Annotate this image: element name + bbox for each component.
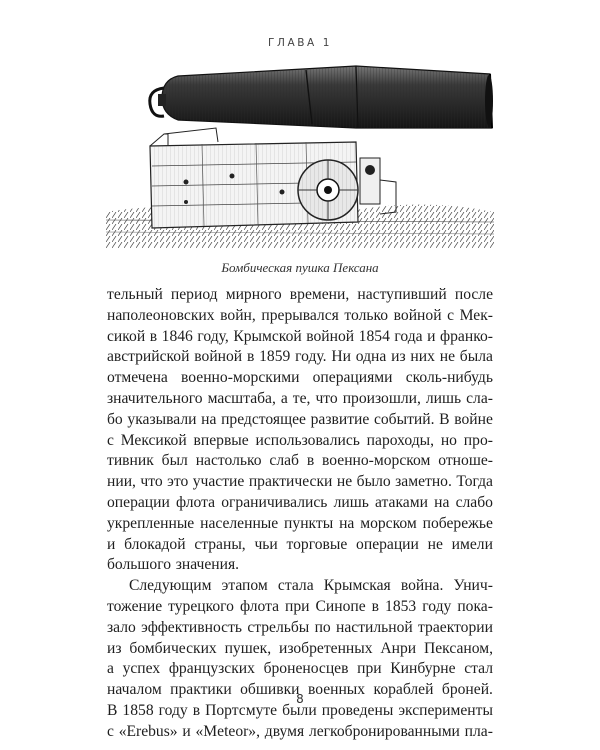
text-line: а успех французских броненосцев при Кинбурне стал <box>107 660 493 678</box>
text-line: большого значения. <box>107 556 240 574</box>
text-line: зало эффективность стрельбы по настильной траектории <box>107 618 493 636</box>
elevating-wheel <box>298 160 358 220</box>
text-line: и блокадой страны, чьи торговые операции не имели <box>107 535 493 553</box>
paragraph <box>107 285 493 576</box>
pulley-bracket <box>360 158 396 214</box>
text-line: отмечена военно-морскими операциями сколь-нибудь <box>107 369 493 387</box>
text-line: с Мексикой впервые использовались пароходы, но про- <box>107 431 493 449</box>
running-head: ГЛАВА 1 <box>267 37 333 49</box>
text-line: В 1858 году в Портсмуте были проведены эксперименты <box>107 701 493 719</box>
text-line: нии, что это участие практически не было заметно. Тогда <box>107 473 493 491</box>
body-text <box>107 285 493 743</box>
barrel <box>150 66 493 128</box>
paragraph <box>107 576 493 742</box>
text-line: операции флота ограничивались лишь атаками на слабо <box>107 493 493 511</box>
text-line: сикой в 1846 году, Крымской войной 1854 года и франко- <box>107 327 493 345</box>
text-line: наполеоновских войн, прерывался только войной с Мек- <box>107 306 493 324</box>
text-line: укрепленные населенные пункты на морском побережье <box>107 514 493 532</box>
cannon-engraving <box>106 62 494 248</box>
text-line: тожение турецкого флота при Синопе в 1853 году пока- <box>107 597 493 615</box>
text-line: началом практики обшивки военных кораблей броней. <box>107 681 493 699</box>
page-number: 8 <box>296 692 304 706</box>
text-line: из бомбических пушек, изобретенных Анри Пексаном, <box>107 639 493 657</box>
text-line: с «Erebus» и «Meteor», двумя легкобронированными пла- <box>107 722 493 740</box>
text-line: австрийской войной в 1859 году. Ни одна из них не была <box>107 348 493 366</box>
figure-caption: Бомбическая пушка Пексана <box>221 260 379 275</box>
text-line: тивник был настолько слаб в военно-морском отноше- <box>107 452 493 470</box>
text-line: Следующим этапом стала Крымская война. Унич- <box>129 577 493 595</box>
text-line: значительного масштаба, а те, что произошли, лишь сла- <box>107 389 493 407</box>
cannon-illustration <box>106 62 494 248</box>
text-line: тельный период мирного времени, наступивший после <box>107 286 493 303</box>
text-line: бо указывали на предстоящее развитие событий. В войне <box>107 410 493 428</box>
